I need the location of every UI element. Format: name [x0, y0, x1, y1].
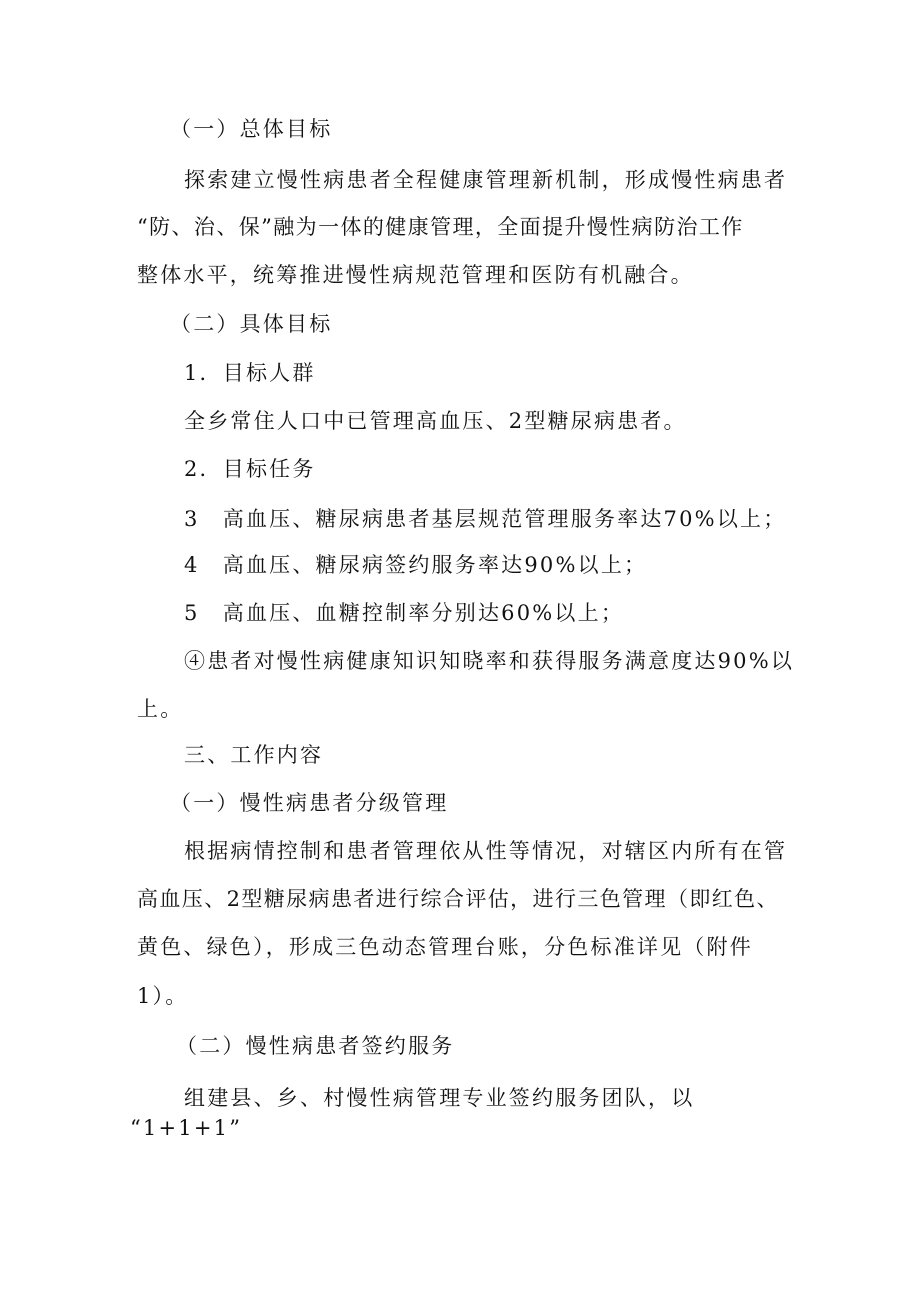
list-item: 5 高血压、血糖控制率分别达60%以上；: [184, 601, 625, 625]
section-heading-overall-goals: （一）总体目标: [170, 117, 333, 141]
subheading-target-tasks: 2．目标任务: [184, 457, 316, 481]
paragraph-line: 1）。: [137, 984, 189, 1008]
section-heading-work-content: 三、工作内容: [184, 743, 324, 767]
paragraph-line: 全乡常住人口中已管理高血压、2型糖尿病患者。: [184, 409, 687, 433]
paragraph-line: 整体水平，统筹推进慢性病规范管理和医防有机融合。: [137, 263, 694, 287]
section-heading-contract-service: （二）慢性病患者签约服务: [176, 1034, 455, 1058]
subheading-target-population: 1．目标人群: [184, 361, 316, 385]
paragraph-line: 上。: [137, 697, 184, 721]
list-item: 3 高血压、糖尿病患者基层规范管理服务率达70%以上；: [184, 507, 787, 531]
section-heading-specific-goals: （二）具体目标: [170, 312, 333, 336]
list-item: 4 高血压、糖尿病签约服务率达90%以上；: [184, 553, 648, 577]
paragraph-line: 高血压、2型糖尿病患者进行综合评估，进行三色管理（即红色、: [137, 887, 779, 911]
paragraph-line: 根据病情控制和患者管理依从性等情况，对辖区内所有在管: [184, 839, 788, 863]
section-heading-tiered-management: （一）慢性病患者分级管理: [170, 791, 449, 815]
paragraph-line: 组建县、乡、村慢性病管理专业签约服务团队，以: [184, 1086, 695, 1110]
paragraph-line: 黄色、绿色），形成三色动态管理台账，分色标准详见（附件: [137, 935, 753, 959]
paragraph-line: 探索建立慢性病患者全程健康管理新机制，形成慢性病患者: [184, 168, 788, 192]
list-item: ④患者对慢性病健康知识知晓率和获得服务满意度达90%以: [184, 649, 795, 673]
paragraph-line: “防、治、保”融为一体的健康管理，全面提升慢性病防治工作: [137, 215, 744, 239]
paragraph-line: “1+1+1”: [130, 1116, 243, 1140]
